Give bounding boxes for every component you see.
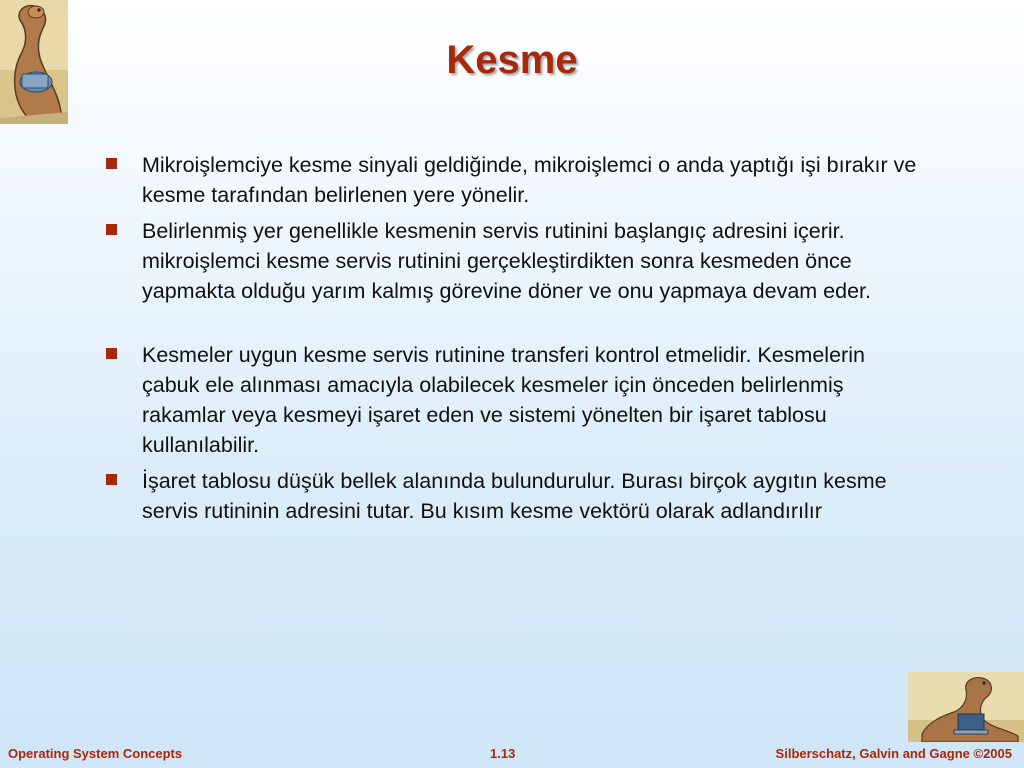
slide-title: Kesme bbox=[446, 38, 578, 82]
footer-page-number: 1.13 bbox=[490, 746, 516, 761]
square-bullet-icon bbox=[106, 474, 117, 485]
bullet-text: Mikroişlemciye kesme sinyali geldiğinde, mikroişlemci o anda yaptığı işi bırakır ve kesme tarafından belirlenen yere yönelir. bbox=[142, 153, 917, 207]
bullet-text: İşaret tablosu düşük bellek alanında bulundurulur. Burası birçok aygıtın kesme servis rutininin adresini tutar. Bu kısım kesme vektörü olarak adlandırılır bbox=[142, 469, 887, 523]
dinosaur-laptop-mascot-icon bbox=[908, 672, 1024, 742]
bullet-item bbox=[104, 466, 924, 526]
bullet-item bbox=[104, 340, 924, 460]
footer-course-title: Operating System Concepts bbox=[8, 746, 183, 761]
bullet-text: Kesmeler uygun kesme servis rutinine transferi kontrol etmelidir. Kesmelerin çabuk ele alınması amacıyla olabilecek kesmeler için önceden belirlenmiş rakamlar veya kesmeyi işaret eden ve sistemi yönelten bir işaret tablosu kullanılabilir. bbox=[142, 343, 865, 457]
square-bullet-icon bbox=[106, 158, 117, 169]
bullet-text: Belirlenmiş yer genellikle kesmenin servis rutinini başlangıç adresini içerir. mikroişlemci kesme servis rutinini gerçekleştirdikten sonra kesmeden önce yapmakta olduğu yarım kalmış görevine döner ve onu yapmaya devam eder. bbox=[142, 219, 872, 303]
bullet-item bbox=[104, 150, 924, 210]
footer-copyright: Silberschatz, Galvin and Gagne ©2005 bbox=[775, 746, 1012, 761]
square-bullet-icon bbox=[106, 348, 117, 359]
square-bullet-icon bbox=[106, 224, 117, 235]
bullet-list bbox=[104, 150, 924, 532]
bullet-item bbox=[104, 216, 924, 306]
